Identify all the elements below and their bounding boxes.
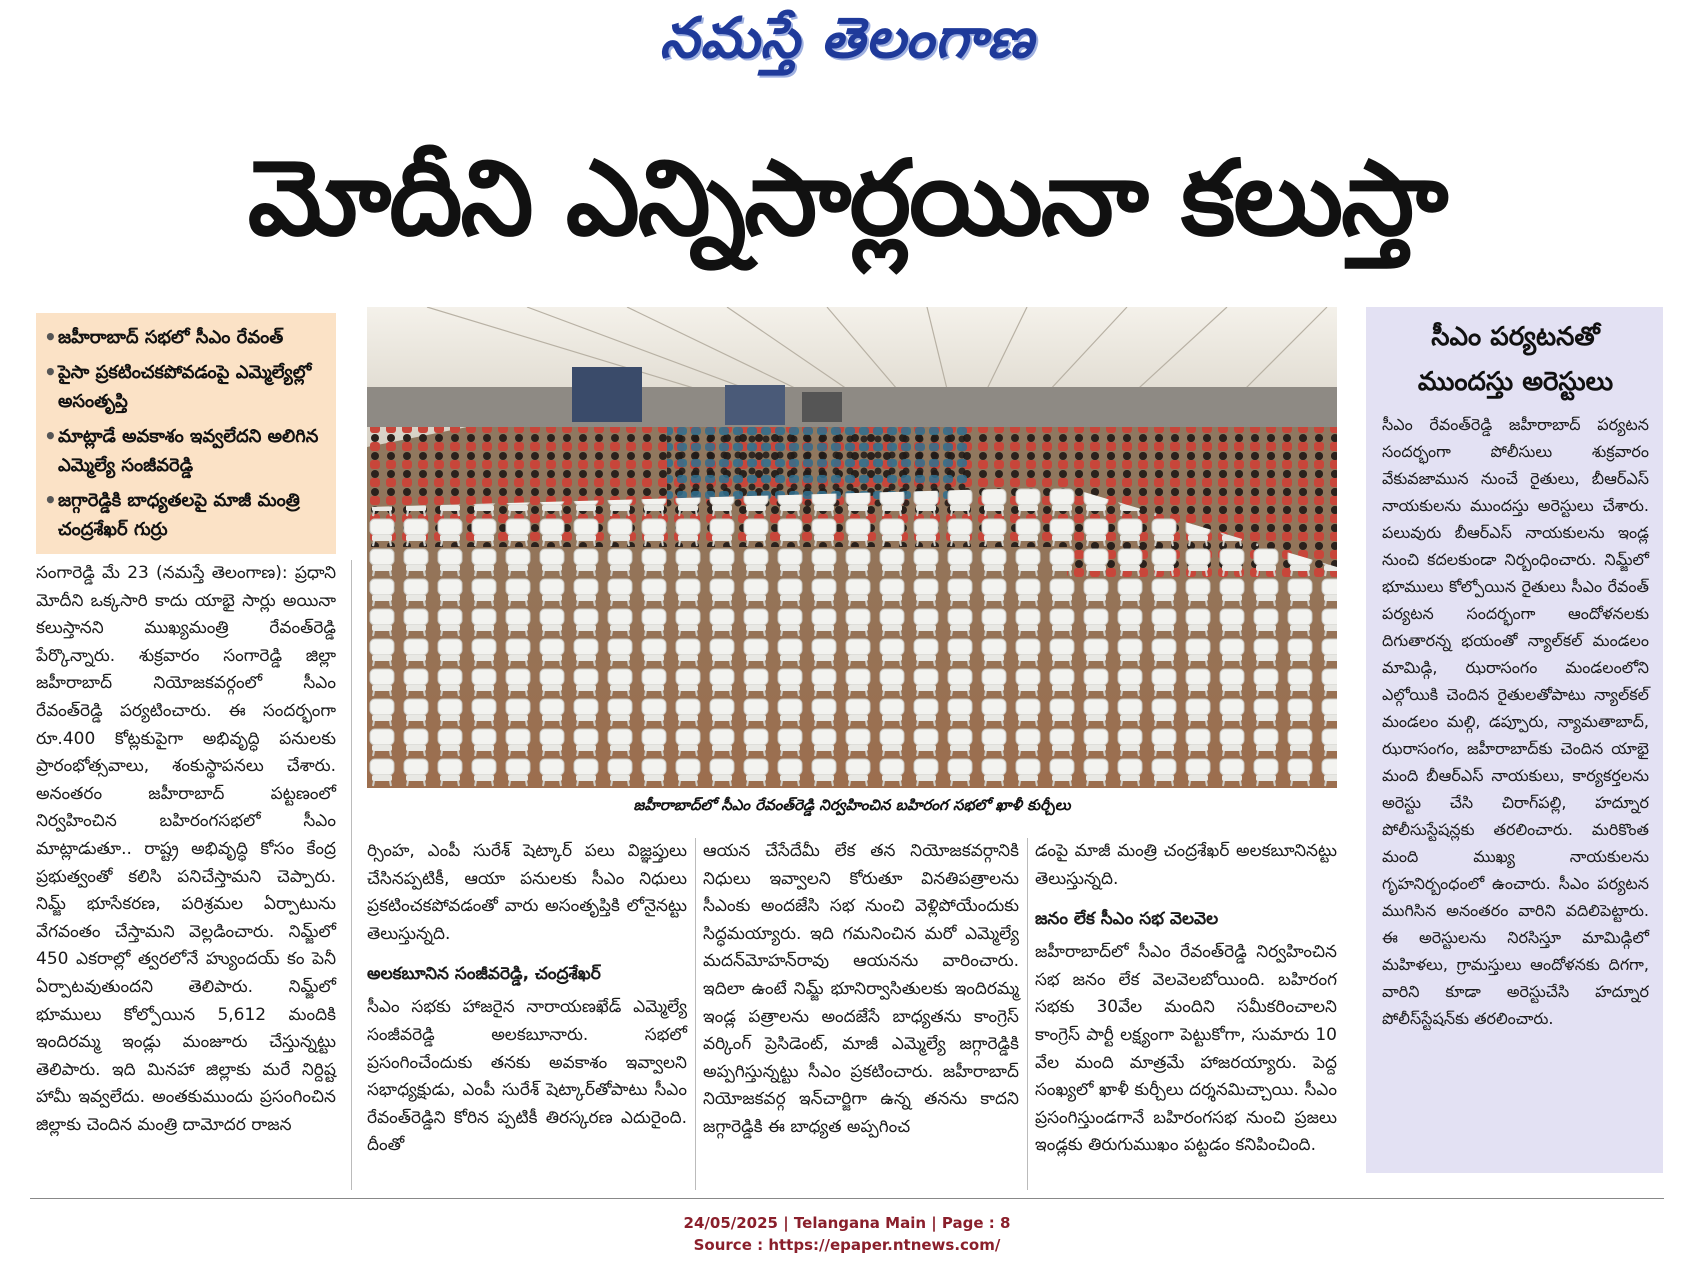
- subheading: అలకబూనిన సంజీవరెడ్డి, చంద్రశేఖర్: [367, 964, 601, 985]
- article-column-4: [1035, 838, 1337, 1160]
- column-divider: [1027, 838, 1028, 1190]
- footer-edition-info: 24/05/2025 | Telangana Main | Page : 8: [683, 1214, 1011, 1232]
- highlight-item: • జగ్గారెడ్డికి బాధ్యతలపై మాజీ మంత్రి చంద్రశేఖర్ గుర్రు: [44, 488, 300, 540]
- column-divider: [695, 838, 696, 1190]
- footer-rule: [30, 1198, 1664, 1199]
- highlights-box: [36, 313, 336, 554]
- sidebar-article: [1366, 307, 1663, 1173]
- bullet-icon: •: [44, 424, 57, 448]
- article-paragraph: సీఎం సభకు హాజరైన నారాయణఖేడ్ ఎమ్మెల్యే సంజీవరెడ్డి అలకబూనారు. సభలో ప్రసంగించేందుకు తనకు అవకాశం ఇవ్వాలని సభాధ్యక్షుడు, ఎంపీ సురేశ్ షెట్కార్‌తోపాటు సీఎం రేవంత్‌రెడ్డిని కోరిన ప్పటికీ తిరస్కరణ ఎదురైంది. దీంతో: [367, 997, 687, 1156]
- sidebar-title: సీఎం పర్యటనతో ముందస్తు అరెస్టులు: [1417, 322, 1614, 397]
- highlight-item: • మాట్లాడే అవకాశం ఇవ్వలేదని అలిగిన ఎమ్మెల్యే సంజీవరెడ్డి: [44, 424, 319, 476]
- column-divider: [351, 560, 352, 1190]
- article-paragraph: సంగారెడ్డి మే 23 (నమస్తే తెలంగాణ): ప్రధాని మోదీని ఒక్కసారి కాదు యాభై సార్లు అయినా కలుస్తానని ముఖ్యమంత్రి రేవంత్‌రెడ్డి పేర్కొన్నారు. శుక్రవారం సంగారెడ్డి జిల్లా జహీరాబాద్ నియోజకవర్గంలో సీఎం రేవంత్‌రెడ్డి పర్యటించారు. ఈ సందర్భంగా రూ.400 కోట్లకుపైగా అభివృద్ధి పనులకు ప్రారంభోత్సవాలు, శంకుస్థాపనలు చేశారు. అనంతరం జహీరాబాద్ పట్టణంలో నిర్వహించిన బహిరంగసభలో సీఎం మాట్లాడుతూ.. రాష్ట్ర అభివృద్ధి కోసం కేంద్ర ప్రభుత్వంతో కలిసి పనిచేస్తామని చెప్పారు. నిమ్జ్ భూసేకరణ, పరిశ్రమల ఏర్పాటును వేగవంతం చేస్తామని వెల్లడించారు. నిమ్జ్‌లో 450 ఎకరాల్లో త్వరలోనే హ్యుందయ్ కం పెనీ ఏర్పాటవుతుందని తెలిపారు. నిమ్జ్‌లో భూములు కోల్పోయిన 5,612 మందికి ఇందిరమ్మ ఇండ్లు మంజూరు చేస్తున్నట్టు తెలిపారు. ఇది మినహా జిల్లాకు మరే నిర్దిష్ట హామీ ఇవ్వలేదు. అంతకుముందు ప్రసంగించిన జిల్లాకు చెందిన మంత్రి దామోదర రాజన: [36, 563, 336, 1135]
- article-paragraph: ఆయన చేసేదేమీ లేక తన నియోజకవర్గానికి నిధులు ఇవ్వాలని కోరుతూ వినతిపత్రాలను సీఎంకు అందజేసి సభ నుంచి వెళ్లిపోయేందుకు సిద్ధమయ్యారు. ఇది గమనించిన మరో ఎమ్మెల్యే మదన్‌మోహన్‌రావు ఆయనను వారించారు. ఇదిలా ఉంటే నిమ్జ్ భూనిర్వాసితులకు ఇందిరమ్మ ఇండ్ల పత్రాలను అందజేసే బాధ్యతను కాంగ్రెస్ వర్కింగ్ ప్రెసిడెంట్, మాజీ ఎమ్మెల్యే జగ్గారెడ్డికి అప్పగిస్తున్నట్టు సీఎం ప్రకటించారు. జహీరాబాద్ నియోజకవర్గ ఇన్‌చార్జిగా ఉన్న తనను కాదని జగ్గారెడ్డికి ఈ బాధ్యత అప్పగించ: [703, 841, 1019, 1137]
- article-paragraph: ర్సింహ, ఎంపీ సురేశ్ షెట్కార్ పలు విజ్ఞప్తులు చేసినప్పటికీ, ఆయా పనులకు సీఎం నిధులు ప్రకటించకపోవడంతో వారు అసంతృప్తికి లోనైనట్టు తెలుస్తున్నది.: [367, 841, 687, 944]
- photo-caption: జహీరాబాద్‌లో సీఎం రేవంత్‌రెడ్డి నిర్వహించిన బహిరంగ సభలో ఖాళీ కుర్చీలు: [633, 796, 1071, 814]
- article-paragraph: జహీరాబాద్‌లో సీఎం రేవంత్‌రెడ్డి నిర్వహించిన సభ జనం లేక వెలవెలబోయింది. బహిరంగ సభకు 30వేల మందిని సమీకరించాలని కాంగ్రెస్ పార్టీ లక్ష్యంగా పెట్టుకోగా, సుమారు 10 వేల మంది మాత్రమే హాజరయ్యారు. పెద్ద సంఖ్యలో ఖాళీ కుర్చీలు దర్శనమిచ్చాయి. సీఎం ప్రసంగిస్తుండగానే బహిరంగసభ నుంచి ప్రజలు ఇండ్లకు తిరుగుముఖం పట్టడం కనిపించింది.: [1035, 942, 1337, 1156]
- article-column-1: [36, 560, 336, 1139]
- footer-source-link[interactable]: Source : https://epaper.ntnews.com/: [693, 1236, 1001, 1254]
- bullet-icon: •: [44, 488, 57, 512]
- highlight-item: • జహీరాబాద్ సభలో సీఎం రేవంత్: [44, 323, 336, 352]
- article-column-2: [367, 838, 687, 1160]
- subheading: జనం లేక సీఎం సభ వెలవెల: [1035, 909, 1219, 930]
- headline: మోదీని ఎన్నిసార్లయినా కలుస్తా: [247, 137, 1447, 259]
- highlight-item: • పైసా ప్రకటించకపోవడంపై ఎమ్మెల్యేల్లో అసంతృప్తి: [44, 360, 312, 412]
- article-column-3: [703, 838, 1019, 1142]
- bullet-icon: •: [44, 325, 57, 349]
- newspaper-masthead: నమస్తే తెలంగాణ: [659, 6, 1035, 71]
- article-paragraph: డంపై మాజీ మంత్రి చంద్రశేఖర్ అలకబూనినట్టు తెలుస్తున్నది.: [1035, 841, 1337, 889]
- bullet-icon: •: [44, 360, 57, 384]
- empty-chairs-image: [367, 307, 1337, 788]
- event-photo: [367, 307, 1337, 788]
- sidebar-body: సీఎం రేవంత్‌రెడ్డి జహీరాబాద్ పర్యటన సందర్భంగా పోలీసులు శుక్రవారం వేకువజామున నుంచే రైతులు, బీఆర్‌ఎస్ నాయకులను ముందస్తు అరెస్టులు చేశారు. పలువురు బీఆర్‌ఎస్ నాయకులను ఇండ్ల నుంచి కదలకుండా నిర్బంధించారు. నిమ్జ్‌లో భూములు కోల్పోయిన రైతులు సీఎం రేవంత్ పర్యటన సందర్భంగా ఆందోళనలకు దిగుతారన్న భయంతో న్యాల్‌కల్ మండలం మామిడ్గి, ఝరాసంగం మండలంలోని ఎల్గోయికి చెందిన రైతులతోపాటు న్యాల్‌కల్ మండలం మల్గి, డప్పూరు, న్యామతాబాద్, ఝరాసంగం, జహీరాబాద్‌కు చెందిన యాభై మంది బీఆర్‌ఎస్ నాయకులు, కార్యకర్తలను అరెస్టు చేసి చిరాగ్‌పల్లి, హద్నూర పోలీసుస్టేషన్లకు తరలించారు. మరికొంత మంది ముఖ్య నాయకులను గృహనిర్బంధంలో ఉంచారు. సీఎం పర్యటన ముగిసిన అనంతరం వారిని వదిలిపెట్టారు. ఈ అరెస్టులను నిరసిస్తూ మామిడ్గిలో మహిళలు, గ్రామస్తులు ఆందోళనకు దిగగా, వారిని కూడా అరెస్టుచేసి హద్నూర పోలీస్‌స్టేషన్‌కు తరలించారు.: [1382, 415, 1649, 1028]
